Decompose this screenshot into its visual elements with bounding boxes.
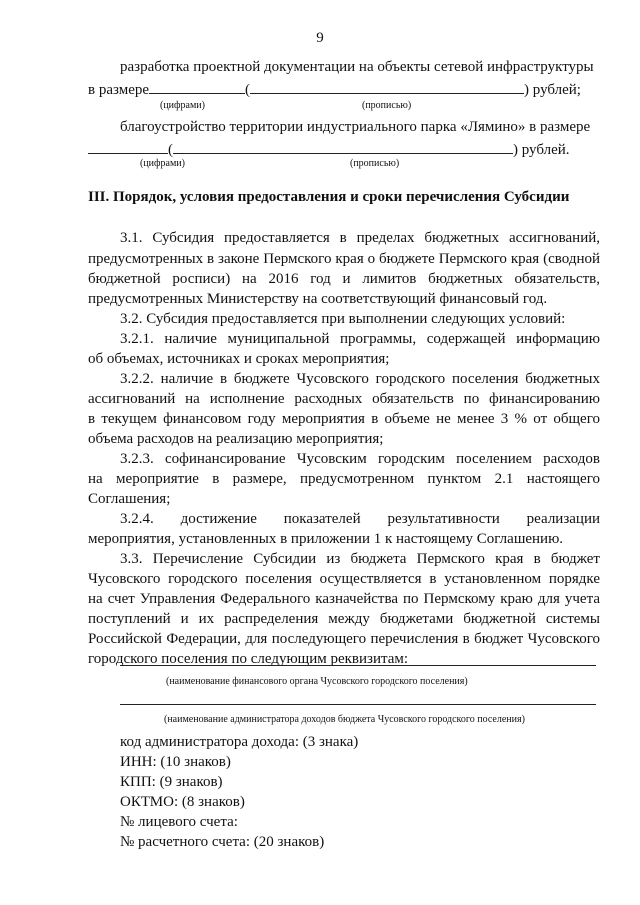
body-line: объема расходов на реализацию мероприятия; xyxy=(88,431,384,447)
body-line: Российской Федерации, для последующего перечисления в бюджет Чусовского xyxy=(88,631,600,647)
caption-admin: (наименование администратора доходов бюджета Чусовского городского поселения) xyxy=(164,714,525,725)
body-line: на счет Управления Федерального казначейства по Пермскому краю для учета xyxy=(88,591,600,607)
blank-field-words xyxy=(250,79,524,94)
text-line: разработка проектной документации на объекты сетевой инфраструктуры xyxy=(120,59,594,75)
requisite-admin-code: код администратора дохода: (3 знака) xyxy=(120,734,359,750)
body-line: на мероприятие в размере, предусмотренном пунктом 2.1 настоящего xyxy=(88,471,600,487)
text-line: благоустройство территории индустриального парка «Лямино» в размере xyxy=(120,119,591,135)
requisite-kpp: КПП: (9 знаков) xyxy=(120,774,223,790)
body-line: об объемах, источниках и сроках мероприятия; xyxy=(88,351,390,367)
blank-field-digits xyxy=(88,139,168,154)
page-number: 9 xyxy=(316,30,324,46)
body-line: городского поселения по следующим реквизитам: xyxy=(88,651,409,667)
body-line: Соглашения; xyxy=(88,491,171,507)
body-line: мероприятия, установленных в приложении 1 к настоящему Соглашению. xyxy=(88,531,564,547)
body-line: 3.2.1. наличие муниципальной программы, содержащей информацию xyxy=(120,331,600,347)
text-fragment: ) рублей. xyxy=(513,142,570,158)
requisite-inn: ИНН: (10 знаков) xyxy=(120,754,231,770)
body-line: предусмотренных Министерству на соответствующий финансовый год. xyxy=(88,291,548,307)
body-line: 3.2.4. достижение показателей результативности реализации xyxy=(120,511,600,527)
caption-words: (прописью) xyxy=(350,158,400,169)
text-fragment: ( xyxy=(168,142,173,158)
requisite-settlement-account: № расчетного счета: (20 знаков) xyxy=(120,834,325,850)
body-line: 3.3. Перечисление Субсидии из бюджета Пермского края в бюджет xyxy=(120,551,600,567)
body-line: 3.1. Субсидия предоставляется в пределах бюджетных ассигнований, xyxy=(120,230,600,246)
text-fragment: ) рублей; xyxy=(524,82,581,98)
body-line: поступлений и их распределения между бюджетами бюджетной системы xyxy=(88,611,600,627)
body-line: 3.2.3. софинансирование Чусовским городским поселением расходов xyxy=(120,451,600,467)
blank-field-digits xyxy=(149,79,245,94)
body-line: Чусовского городского поселения осуществляется в установленном порядке xyxy=(88,571,600,587)
body-line: ассигнований на исполнение расходных обязательств по финансированию xyxy=(88,391,600,407)
caption-digits: (цифрами) xyxy=(160,100,205,111)
amount-line-1 xyxy=(88,79,581,99)
body-line: 3.2.2. наличие в бюджете Чусовского городского поселения бюджетных xyxy=(120,371,600,387)
caption-digits: (цифрами) xyxy=(140,158,185,169)
blank-field-words xyxy=(173,139,513,154)
amount-line-2 xyxy=(88,139,570,159)
fin-org-name-field xyxy=(120,665,596,666)
body-line: в текущем финансовом году мероприятия в объеме не менее 3 % от общего xyxy=(88,411,600,427)
text-fragment: в размере xyxy=(88,82,150,98)
caption-fin-org: (наименование финансового органа Чусовского городского поселения) xyxy=(166,676,468,687)
text-fragment: ( xyxy=(245,82,251,98)
body-line: 3.2. Субсидия предоставляется при выполнении следующих условий: xyxy=(120,311,566,327)
requisite-personal-account: № лицевого счета: xyxy=(120,814,238,830)
caption-words: (прописью) xyxy=(362,100,412,111)
body-line: бюджетной росписи) на 2016 год и лимитов бюджетных обязательств, xyxy=(88,271,600,287)
body-line: предусмотренных в законе Пермского края о бюджете Пермского края (сводной xyxy=(88,251,600,267)
requisite-oktmo: ОКТМО: (8 знаков) xyxy=(120,794,245,810)
admin-name-field xyxy=(120,704,596,705)
section-title: III. Порядок, условия предоставления и сроки перечисления Субсидии xyxy=(88,189,570,205)
